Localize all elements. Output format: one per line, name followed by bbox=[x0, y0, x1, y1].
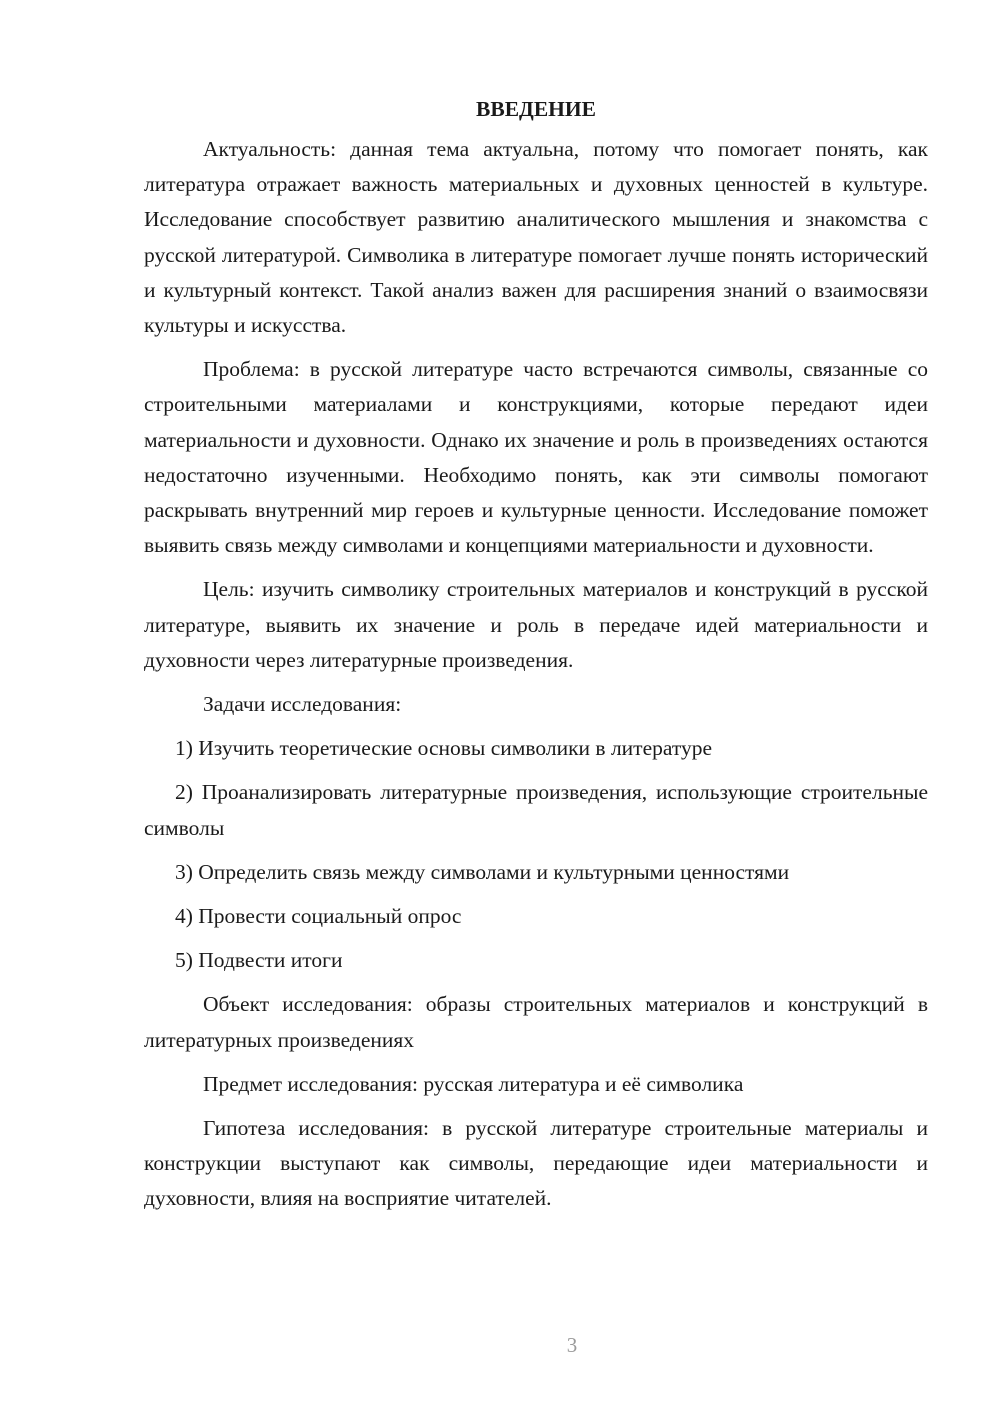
page-number: 3 bbox=[566, 1333, 578, 1357]
task-item-5: 5) Подвести итоги bbox=[175, 948, 343, 973]
document-page bbox=[144, 92, 928, 1226]
task-item-3: 3) Определить связь между символами и культурными ценностями bbox=[175, 859, 790, 884]
paragraph-relevance: Актуальность: данная тема актуальна, потому что помогает понять, как литература отражает важность материальных и духовных ценностей в культуре. Исследование способствует развитию аналитического мышления и знакомства с русской литературой. Символика в литературе помогает лучше понять исторический и культурный контекст. Такой анализ важен для расширения знаний о взаимосвязи культуры и искусства. bbox=[144, 137, 928, 338]
paragraph-object: Объект исследования: образы строительных материалов и конструкций в литературных произведениях bbox=[144, 992, 928, 1052]
document-title: ВВЕДЕНИЕ bbox=[476, 97, 596, 121]
paragraph-problem: Проблема: в русской литературе часто встречаются символы, связанные со строительными материалами и конструкциями, которые передают идеи материальности и духовности. Однако их значение и роль в произведениях остаются недостаточно изученными. Необходимо понять, как эти символы помогают раскрывать внутренний мир героев и культурные ценности. Исследование поможет выявить связь между символами и концепциями материальности и духовности. bbox=[144, 357, 928, 558]
task-item-1: 1) Изучить теоретические основы символики в литературе bbox=[175, 736, 713, 761]
paragraph-tasks-heading: Задачи исследования: bbox=[203, 692, 402, 717]
paragraph-hypothesis: Гипотеза исследования: в русской литературе строительные материалы и конструкции выступают как символы, передающие идеи материальности и духовности, влияя на восприятие читателей. bbox=[144, 1116, 928, 1211]
task-item-4: 4) Провести социальный опрос bbox=[175, 904, 462, 929]
task-item-2: 2) Проанализировать литературные произведения, использующие строительные символы bbox=[144, 780, 928, 840]
paragraph-goal: Цель: изучить символику строительных материалов и конструкций в русской литературе, выявить их значение и роль в передаче идей материальности и духовности через литературные произведения. bbox=[144, 577, 928, 672]
paragraph-subject: Предмет исследования: русская литература и её символика bbox=[203, 1071, 744, 1096]
